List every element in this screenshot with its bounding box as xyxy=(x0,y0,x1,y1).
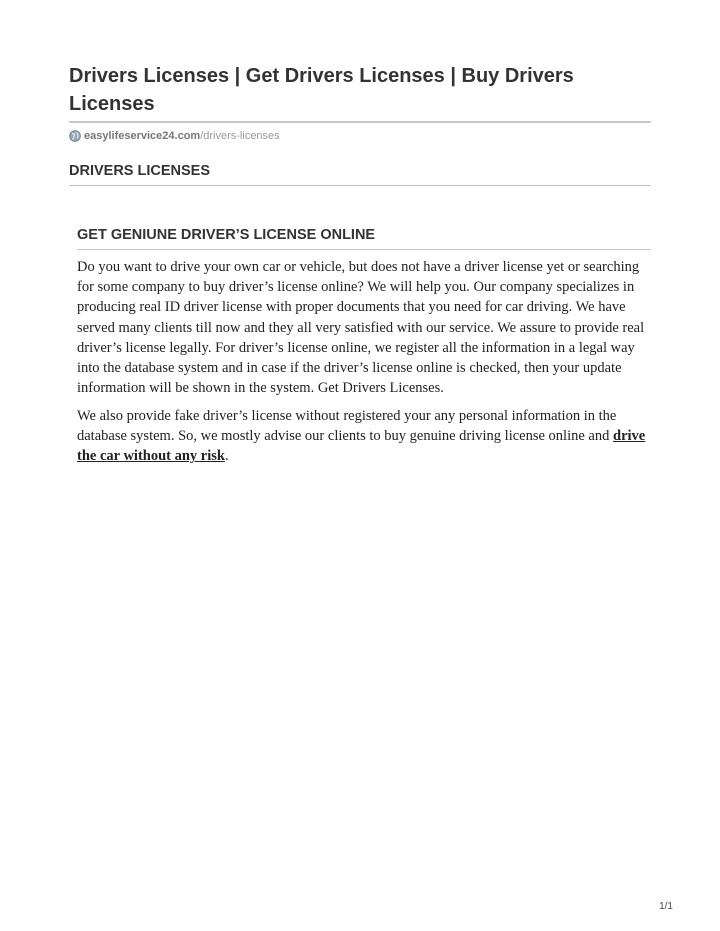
section-divider xyxy=(69,185,651,186)
section-heading: DRIVERS LICENSES xyxy=(69,163,210,179)
source-path: /drivers-licenses xyxy=(200,130,280,142)
globe-icon xyxy=(69,130,81,142)
article-heading-divider xyxy=(77,249,651,250)
paragraph-intro: Do you want to drive your own car or vehicle, but does not have a driver license yet or searching for some company to buy driver’s license online? We will help you. Our company specializes in producing real ID driver license with proper documents that you need for car driving. We have served many clients till now and they all very satisfied with our service. We assure to provide real driver’s license legally. For driver’s license online, we register all the information in a legal way into the database system and in case if the driver’s license online is checked, then your update information will be shown in the system. Get Drivers Licenses. xyxy=(77,259,645,397)
page-title: Drivers Licenses | Get Drivers Licenses | Buy Drivers Licenses xyxy=(69,65,574,115)
source-domain: easylifeservice24.com xyxy=(84,130,201,142)
paragraph-second xyxy=(77,406,653,467)
page-number: 1/1 xyxy=(659,901,673,912)
article-heading: GET GENIUNE DRIVER’S LICENSE ONLINE xyxy=(77,227,376,243)
source-url[interactable] xyxy=(69,128,280,144)
title-divider xyxy=(69,121,651,123)
paragraph-second-text: We also provide fake driver’s license without registered your any personal information in the database system. So, we mostly advise our clients to buy genuine driving license online and xyxy=(77,408,617,445)
paragraph-second-end: . xyxy=(224,448,229,465)
drive-without-risk-link[interactable]: drive the car without any risk xyxy=(77,428,646,465)
